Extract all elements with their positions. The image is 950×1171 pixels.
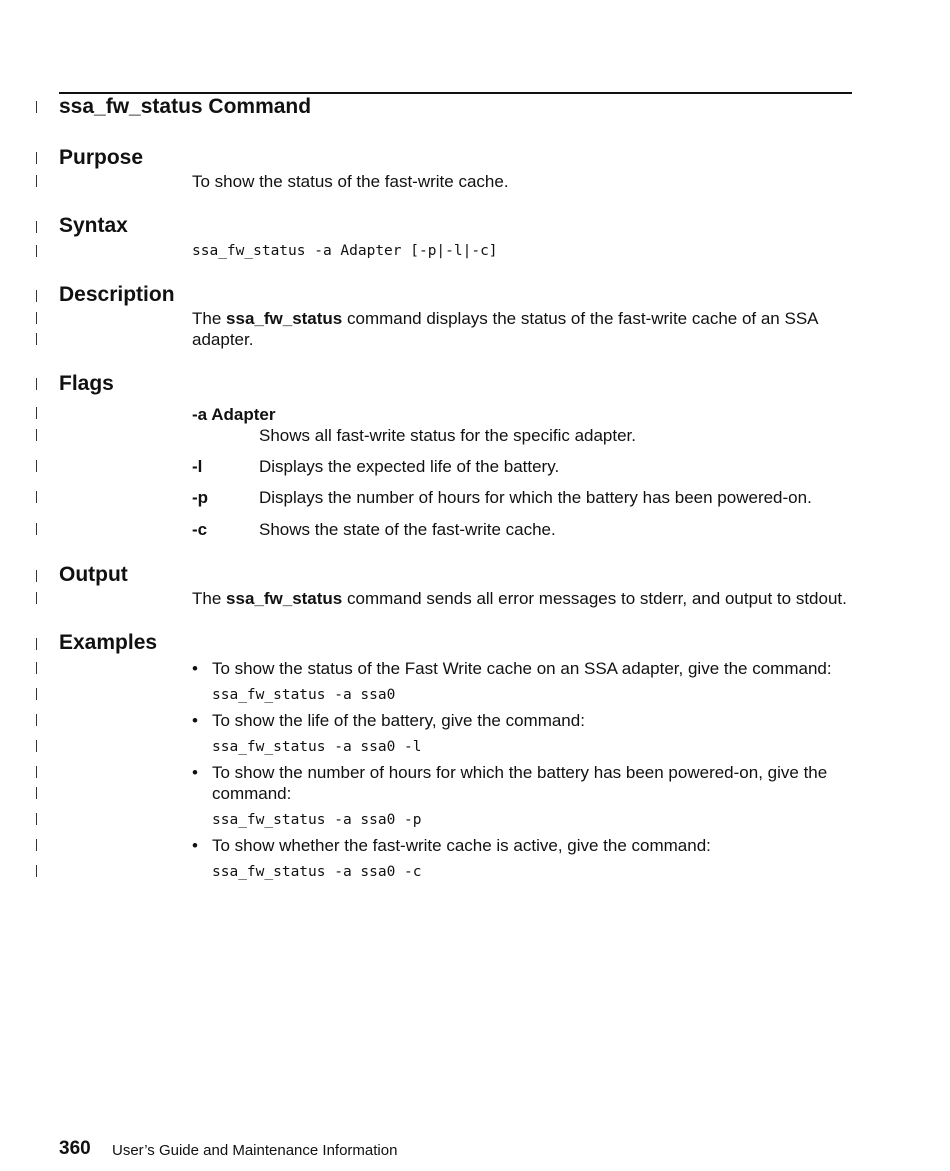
example-code-2: ssa_fw_status -a ssa0 -l bbox=[212, 739, 422, 755]
revision-bar bbox=[36, 221, 37, 233]
flag-term-l: -l bbox=[192, 457, 203, 476]
revision-bar bbox=[36, 312, 37, 324]
output-pre: The bbox=[192, 589, 227, 608]
bullet-icon: • bbox=[192, 659, 198, 678]
revision-bar bbox=[36, 688, 37, 700]
page-number: 360 bbox=[59, 1138, 91, 1159]
revision-bar bbox=[36, 491, 37, 503]
revision-bar bbox=[36, 813, 37, 825]
revision-bar bbox=[36, 523, 37, 535]
flag-desc-l: Displays the expected life of the battery. bbox=[259, 457, 560, 476]
revision-bar bbox=[36, 662, 37, 674]
revision-bar bbox=[36, 787, 37, 799]
revision-bar bbox=[36, 766, 37, 778]
example-code-4: ssa_fw_status -a ssa0 -c bbox=[212, 864, 422, 880]
example-code-1: ssa_fw_status -a ssa0 bbox=[212, 687, 396, 703]
revision-bar bbox=[36, 865, 37, 877]
flag-term-c: -c bbox=[192, 520, 208, 539]
example-text-3: To show the number of hours for which the battery has been powered-on, give the bbox=[212, 763, 828, 782]
examples-heading: Examples bbox=[59, 631, 158, 654]
revision-bar bbox=[36, 152, 37, 164]
flags-heading: Flags bbox=[59, 372, 114, 395]
flag-term-p: -p bbox=[192, 488, 209, 507]
revision-bar bbox=[36, 175, 37, 187]
flag-desc-adapter: Shows all fast-write status for the specific adapter. bbox=[259, 426, 637, 445]
description-heading: Description bbox=[59, 283, 175, 306]
revision-bar bbox=[36, 101, 37, 113]
output-heading: Output bbox=[59, 563, 128, 586]
description-command: ssa_fw_status bbox=[226, 309, 343, 328]
revision-bar bbox=[36, 740, 37, 752]
revision-bar bbox=[36, 638, 37, 650]
syntax-code: ssa_fw_status -a Adapter [-p|-l|-c] bbox=[192, 243, 498, 259]
flag-term-adapter: -a Adapter bbox=[192, 405, 276, 424]
book-title: User’s Guide and Maintenance Information bbox=[112, 1142, 398, 1159]
page-title: ssa_fw_status Command bbox=[59, 95, 312, 118]
revision-bar bbox=[36, 714, 37, 726]
bullet-icon: • bbox=[192, 836, 198, 855]
example-text-4: To show whether the fast-write cache is active, give the command: bbox=[212, 836, 711, 855]
output-text bbox=[192, 588, 847, 609]
purpose-text: To show the status of the fast-write cache. bbox=[192, 172, 509, 191]
revision-bar bbox=[36, 570, 37, 582]
revision-bar bbox=[36, 429, 37, 441]
example-text-2: To show the life of the battery, give the command: bbox=[212, 711, 585, 730]
flag-desc-c: Shows the state of the fast-write cache. bbox=[259, 520, 556, 539]
description-line-1 bbox=[192, 308, 819, 329]
revision-bar bbox=[36, 290, 37, 302]
purpose-heading: Purpose bbox=[59, 146, 144, 169]
revision-bar bbox=[36, 407, 37, 419]
description-line-2: adapter. bbox=[192, 330, 254, 349]
syntax-heading: Syntax bbox=[59, 214, 128, 237]
description-post: command displays the status of the fast-write cache of an SSA bbox=[342, 309, 819, 328]
bullet-icon: • bbox=[192, 763, 198, 782]
output-post: command sends all error messages to stderr, and output to stdout. bbox=[342, 589, 847, 608]
example-text-1: To show the status of the Fast Write cache on an SSA adapter, give the command: bbox=[212, 659, 832, 678]
revision-bar bbox=[36, 378, 37, 390]
revision-bar bbox=[36, 460, 37, 472]
flag-desc-p: Displays the number of hours for which the battery has been powered-on. bbox=[259, 488, 812, 507]
revision-bar bbox=[36, 333, 37, 345]
bullet-icon: • bbox=[192, 711, 198, 730]
description-pre: The bbox=[192, 309, 227, 328]
revision-bar bbox=[36, 839, 37, 851]
revision-bar bbox=[36, 245, 37, 257]
example-code-3: ssa_fw_status -a ssa0 -p bbox=[212, 812, 422, 828]
output-command: ssa_fw_status bbox=[226, 589, 343, 608]
revision-bar bbox=[36, 592, 37, 604]
example-text-3-cont: command: bbox=[212, 784, 292, 803]
